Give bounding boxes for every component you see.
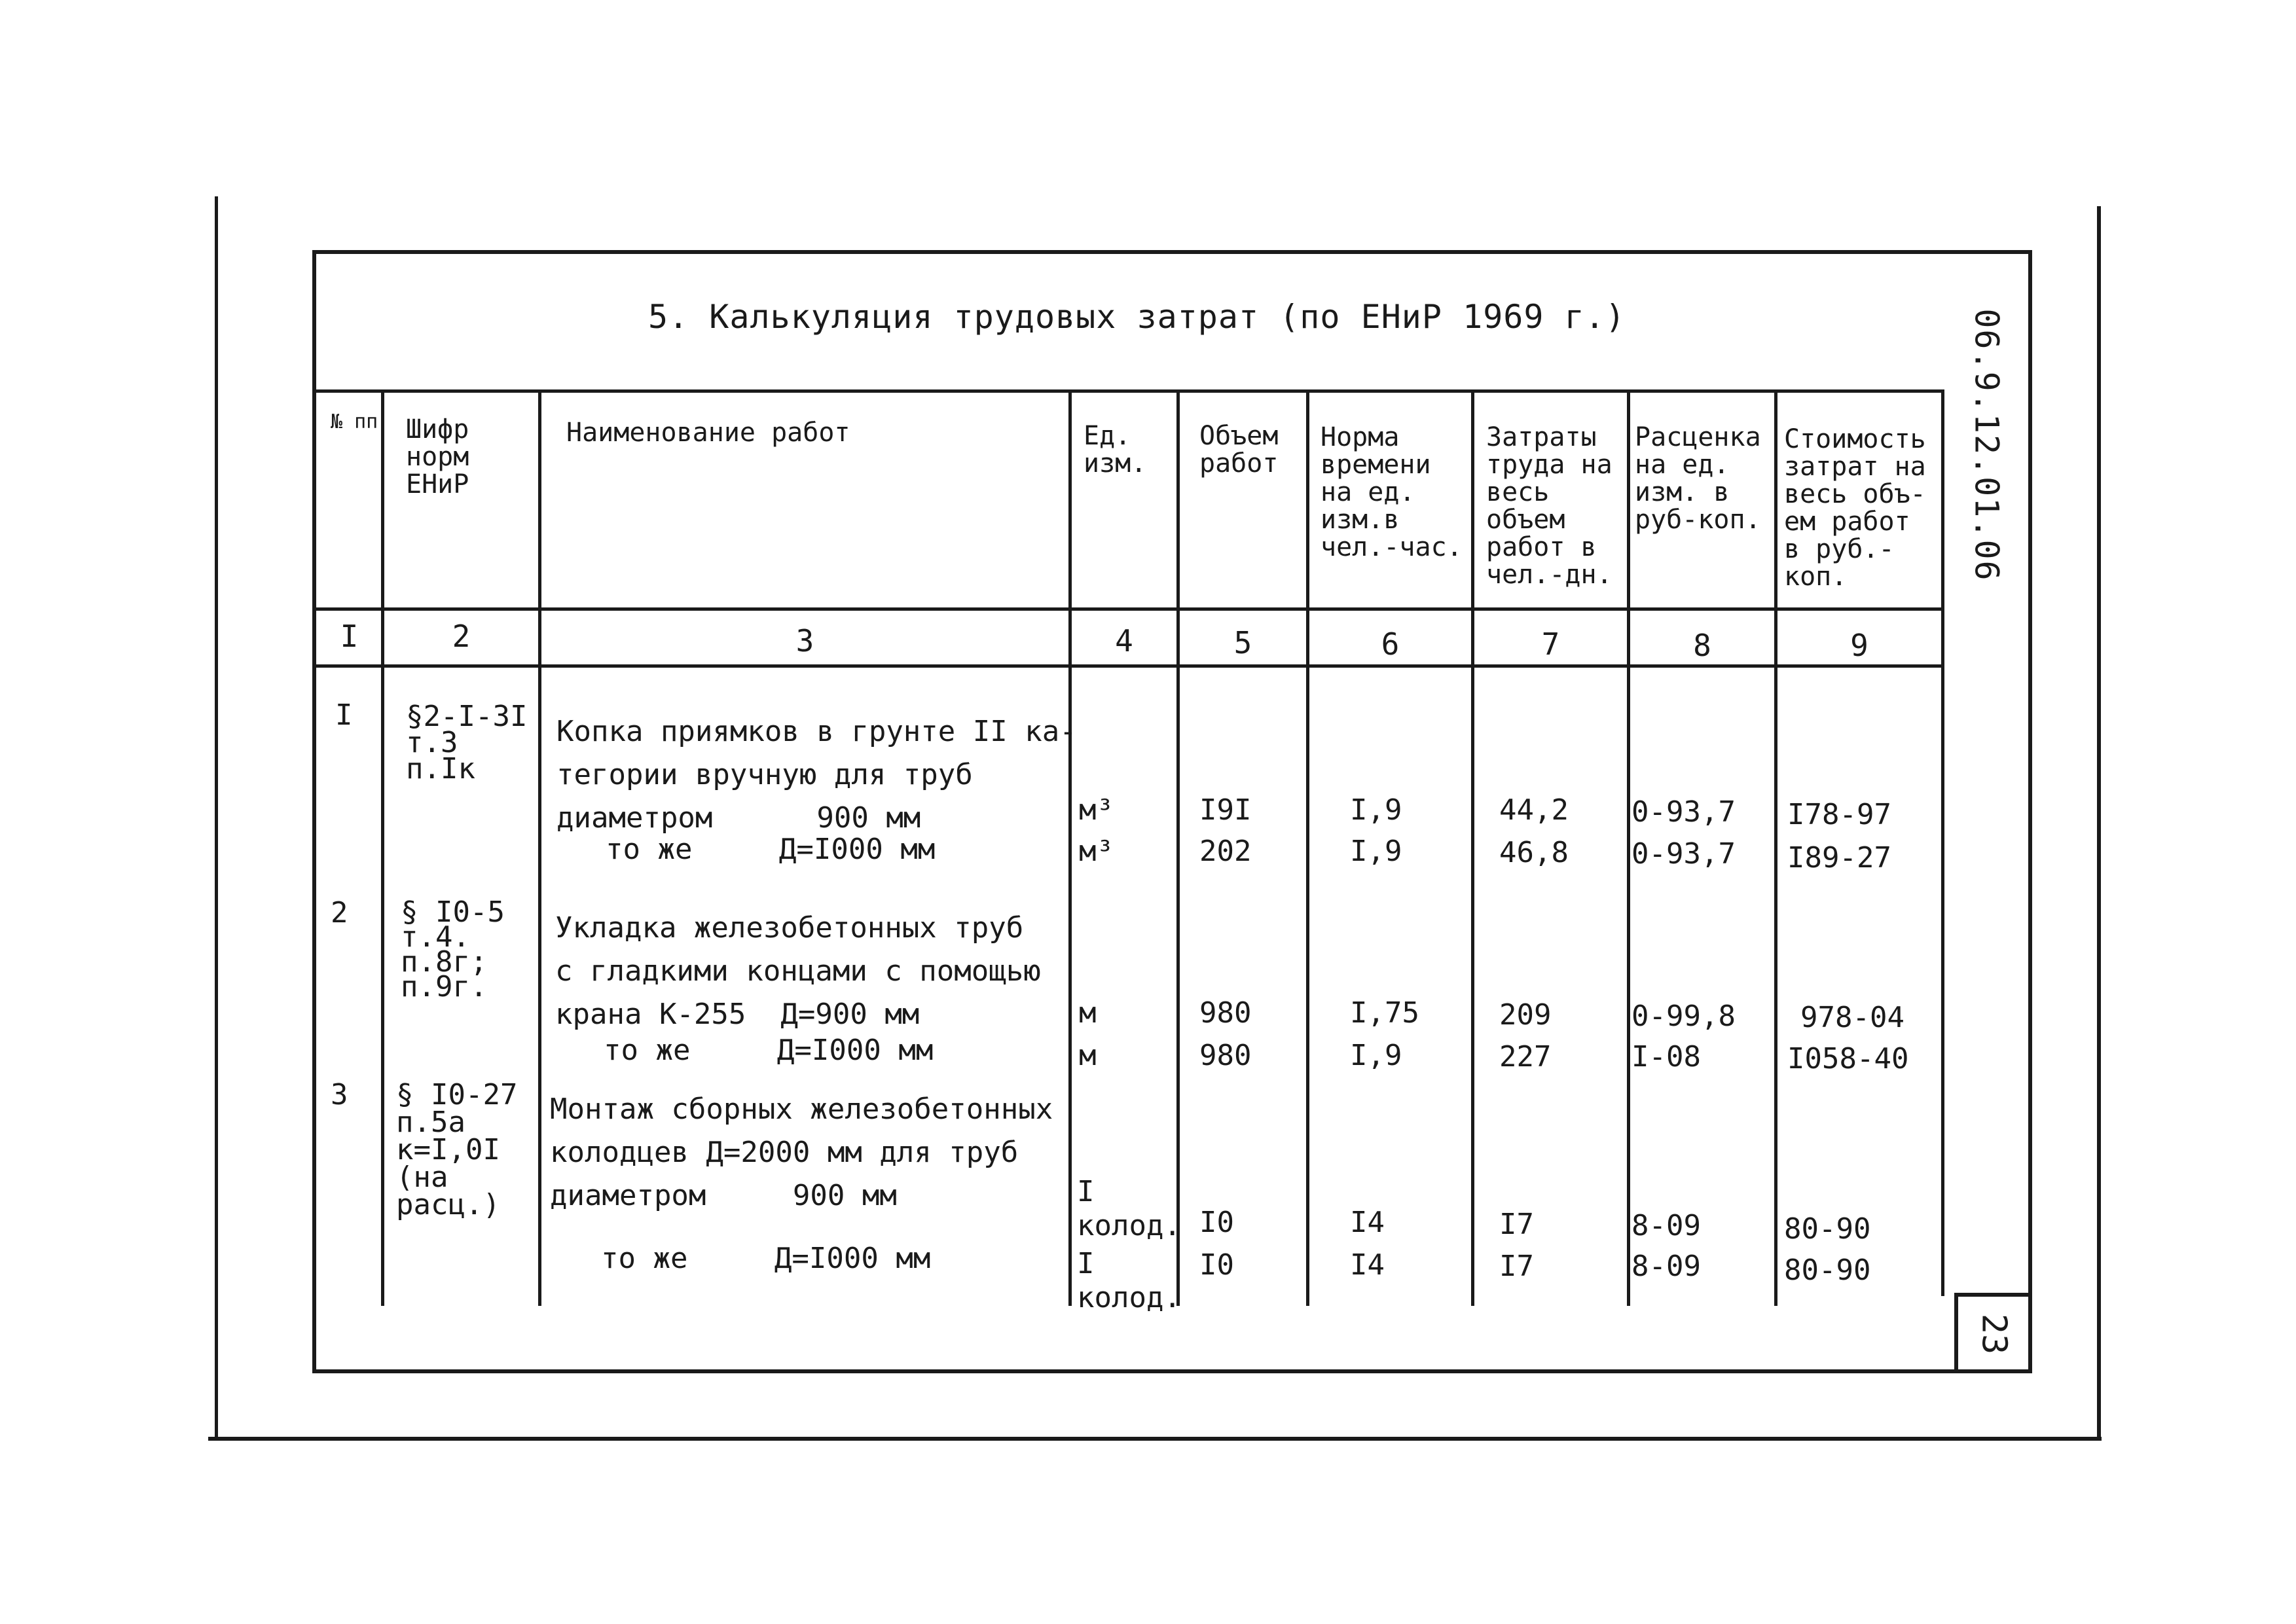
- row-cost: 80-90: [1784, 1254, 1871, 1287]
- row-cost: I058-40: [1787, 1042, 1909, 1075]
- row-unit: м: [1079, 996, 1097, 1030]
- row-name: то же Д=I000 мм: [604, 1034, 934, 1067]
- col-divider-7: [1627, 389, 1630, 1306]
- row-name: то же Д=I000 мм: [601, 1242, 931, 1275]
- row-norm: I4: [1350, 1248, 1385, 1282]
- row-name: Монтаж сборных железобетонных колодцев Д=2000 мм для труб диаметром 900 мм: [550, 1092, 1053, 1212]
- row-price: 0-93,7: [1631, 837, 1736, 871]
- column-number-8: 8: [1693, 628, 1711, 663]
- row-name: Копка приямков в грунте II ка- тегории вручную для труб диаметром 900 мм: [556, 715, 1077, 835]
- row-price: I-08: [1631, 1040, 1701, 1074]
- row-norm: I,75: [1350, 996, 1419, 1030]
- column-number-4: 4: [1115, 623, 1133, 659]
- col-divider-3: [1068, 389, 1072, 1306]
- numbers-bottom-line: [314, 664, 1944, 668]
- row-volume: I0: [1199, 1248, 1234, 1282]
- row-price: 8-09: [1631, 1250, 1701, 1283]
- header-labor: Затраты труда на весь объем работ в чел.-дн.: [1486, 422, 1613, 590]
- row-code: § I0-5 т.4. п.8г; п.9г.: [401, 895, 505, 1003]
- col-divider-8: [1774, 389, 1777, 1306]
- row-cost: 80-90: [1784, 1212, 1871, 1246]
- header-price: Расценка на ед. изм. в руб-коп.: [1635, 422, 1761, 535]
- row-cost: 978-04: [1800, 1001, 1904, 1034]
- document-title: 5. Калькуляция трудовых затрат (по ЕНиР 1969 г.): [648, 298, 1626, 336]
- row-norm: I,9: [1350, 835, 1402, 868]
- row-number: 3: [331, 1078, 348, 1111]
- page-number-box: [1954, 1293, 2030, 1371]
- row-labor: 46,8: [1499, 836, 1569, 869]
- row-volume: I0: [1199, 1206, 1234, 1239]
- row-unit: м: [1079, 1039, 1097, 1072]
- header-code: Шифр норм ЕНиР: [406, 414, 469, 499]
- table-top-line: [314, 389, 1944, 393]
- row-number: 2: [331, 896, 348, 929]
- row-volume: 980: [1199, 996, 1252, 1030]
- column-number-6: 6: [1381, 626, 1400, 662]
- row-name: Укладка железобетонных труб с гладкими концами с помощью крана К-255 Д=900 мм: [555, 911, 1041, 1031]
- row-labor: 209: [1499, 998, 1552, 1032]
- header-name: Наименование работ: [566, 418, 850, 448]
- column-number-3: 3: [795, 623, 814, 659]
- column-number-9: 9: [1850, 628, 1868, 663]
- header-bottom-line: [314, 607, 1944, 611]
- header-cost: Стоимость затрат на весь объ- ем работ в руб.- коп.: [1784, 424, 1926, 592]
- document-code-text: 06.9.12.01.06: [1968, 308, 2006, 582]
- page-number: 23: [1974, 1313, 2014, 1355]
- outer-border-right: [2097, 206, 2101, 1441]
- row-price: 8-09: [1631, 1209, 1701, 1242]
- outer-border-bottom: [208, 1437, 2102, 1441]
- column-number-7: 7: [1541, 626, 1560, 662]
- row-labor: I7: [1499, 1250, 1534, 1283]
- document-code: [1961, 308, 2013, 582]
- row-unit: м³: [1079, 793, 1114, 827]
- row-unit: м³: [1079, 835, 1114, 868]
- row-number: I: [335, 698, 353, 732]
- row-name: то же Д=I000 мм: [606, 833, 936, 866]
- row-labor: I7: [1499, 1208, 1534, 1241]
- row-volume: 202: [1199, 835, 1252, 868]
- column-number-2: 2: [452, 619, 471, 654]
- row-cost: I78-97: [1787, 798, 1891, 831]
- row-unit: I колод.: [1077, 1175, 1181, 1242]
- row-volume: 980: [1199, 1039, 1252, 1072]
- column-number-5: 5: [1233, 625, 1252, 660]
- col-divider-6: [1471, 389, 1474, 1306]
- col-divider-1: [381, 389, 384, 1306]
- row-code: §2-I-3I т.3 п.Iк: [406, 700, 528, 785]
- outer-border-left: [215, 196, 218, 1440]
- row-price: 0-99,8: [1631, 1000, 1736, 1033]
- col-divider-5: [1306, 389, 1309, 1306]
- row-norm: I,9: [1350, 793, 1402, 827]
- header-norm: Норма времени на ед. изм.в чел.-час.: [1321, 422, 1463, 562]
- header-volume: Объем работ: [1199, 421, 1279, 478]
- row-code: § I0-27 п.5а к=I,0I (на расц.): [396, 1078, 518, 1221]
- row-price: 0-93,7: [1631, 795, 1736, 829]
- col-divider-2: [538, 389, 541, 1306]
- row-volume: I9I: [1199, 793, 1252, 827]
- row-norm: I4: [1350, 1206, 1385, 1239]
- column-number-1: I: [340, 619, 359, 654]
- row-labor: 227: [1499, 1040, 1552, 1074]
- header-num: № пп: [331, 410, 378, 433]
- row-unit: I колод.: [1077, 1247, 1181, 1314]
- header-unit: Ед. изм.: [1084, 421, 1147, 478]
- col-divider-9: [1941, 389, 1944, 1296]
- row-cost: I89-27: [1787, 841, 1891, 875]
- row-labor: 44,2: [1499, 793, 1569, 827]
- col-divider-4: [1176, 389, 1180, 1306]
- row-norm: I,9: [1350, 1039, 1402, 1072]
